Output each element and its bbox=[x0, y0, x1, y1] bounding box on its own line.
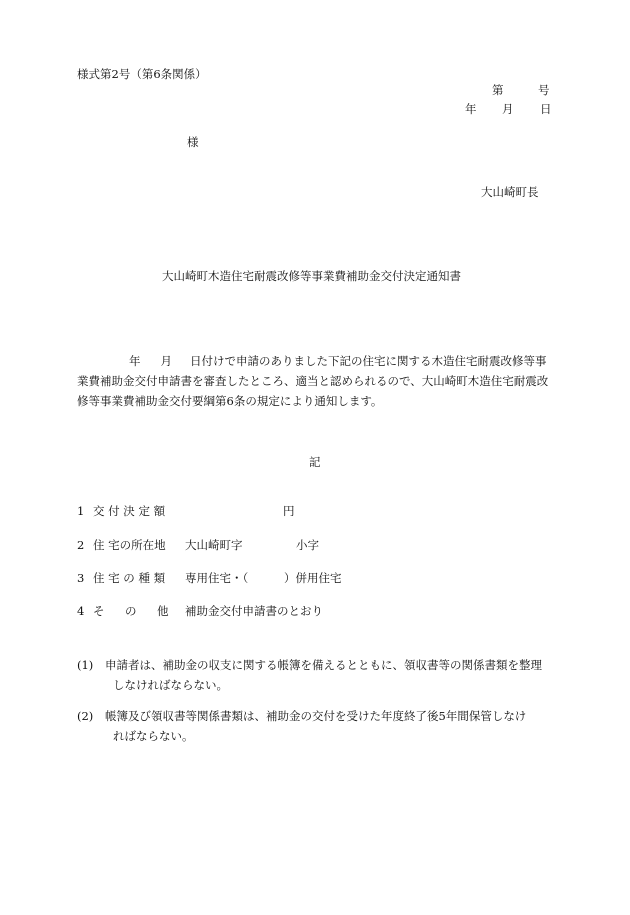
item-3-value-exclusive: 専用住宅・（ bbox=[185, 571, 249, 585]
date-month-label: 月 bbox=[502, 102, 514, 116]
item-4-label-no: の bbox=[125, 604, 137, 618]
item-2-number: 2 bbox=[77, 538, 85, 552]
item-4-number: 4 bbox=[77, 604, 85, 618]
date-day-label: 日 bbox=[540, 102, 552, 116]
note-1 bbox=[77, 655, 557, 695]
note-1-line-2: しなければならない。 bbox=[113, 678, 228, 692]
item-4-label-so: そ bbox=[93, 604, 105, 618]
date-year-label: 年 bbox=[465, 102, 477, 116]
item-2-label: 住 宅の所在地 bbox=[93, 538, 166, 552]
item-2-value-koaza: 小字 bbox=[296, 538, 319, 552]
item-1-label: 交 付 決 定 額 bbox=[93, 504, 166, 518]
item-3-value-combined: ）併用住宅 bbox=[284, 571, 342, 585]
intro-paragraph bbox=[77, 351, 555, 411]
note-1-line-1: 申請者は、補助金の収支に関する帳簿を備えるとともに、領収書等の関係書類を整理 bbox=[105, 658, 542, 672]
item-3-label: 住 宅 の 種 類 bbox=[93, 571, 166, 585]
note-2-line-2: ればならない。 bbox=[113, 729, 194, 743]
note-1-number: (1) bbox=[77, 658, 94, 672]
intro-text: 日付けで申請のありました下記の住宅に関する木造住宅耐震改修等事業費補助金交付申請書を審査したところ、適当と認められるので、大山崎町木造住宅耐震改修等事業費補助金交付要綱第6条の規定により通知します。 bbox=[77, 354, 549, 408]
ki-heading: 記 bbox=[309, 455, 321, 469]
note-2-line-1: 帳簿及び領収書等関係書類は、補助金の交付を受けた年度終了後5年間保管しなけ bbox=[105, 709, 527, 723]
item-1-number: 1 bbox=[77, 504, 85, 518]
item-1-unit: 円 bbox=[283, 504, 295, 518]
document-title: 大山崎町木造住宅耐震改修等事業費補助金交付決定通知書 bbox=[162, 269, 461, 283]
document-number-prefix: 第 bbox=[492, 83, 504, 97]
document-number-suffix: 号 bbox=[538, 83, 550, 97]
item-4-value: 補助金交付申請書のとおり bbox=[185, 604, 323, 618]
addressee-honorific: 様 bbox=[187, 135, 199, 149]
intro-month-label: 月 bbox=[160, 354, 172, 368]
note-2 bbox=[77, 706, 557, 746]
item-3-number: 3 bbox=[77, 571, 85, 585]
intro-year-label: 年 bbox=[129, 354, 141, 368]
issuer-name: 大山崎町長 bbox=[481, 185, 539, 199]
item-2-value-aza: 大山崎町字 bbox=[185, 538, 243, 552]
form-number: 様式第2号（第6条関係） bbox=[77, 67, 207, 81]
item-4-label-ta: 他 bbox=[157, 604, 169, 618]
note-2-number: (2) bbox=[77, 709, 94, 723]
